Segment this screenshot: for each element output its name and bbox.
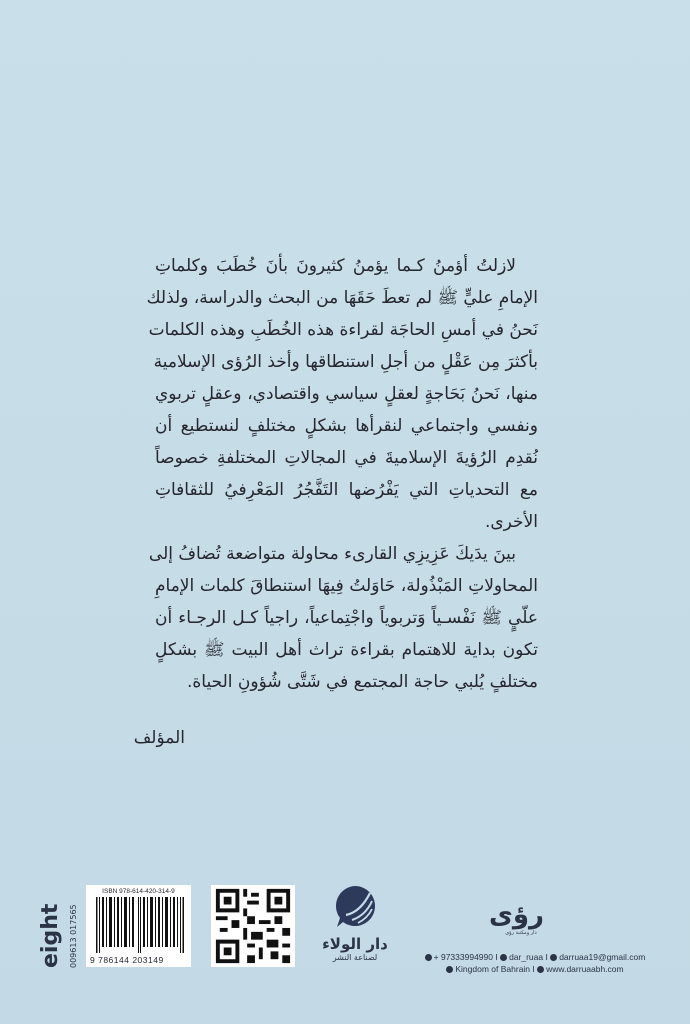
blurb-line: نُقدِم الرُؤيةَ الإسلاميةَ في المجالاتِ المختلفةِ خصوصاً xyxy=(155,448,538,468)
ruaa-subtitle: دار ومكتبة رؤى xyxy=(505,930,537,936)
author-signature: المؤلف xyxy=(133,728,185,748)
blurb-line: نَحنُ في أمسِ الحاجَة لقراءة هذه الخُطَبِ وهذه الكلمات xyxy=(148,320,538,340)
eight-code: 009613 017565 xyxy=(69,904,78,968)
email: darruaa19@gmail.com xyxy=(559,952,646,962)
blurb-line: منها، نَحنُ بَحَاجةٍ لعقلٍ سياسي واقتصادي، وعقلٍ تربوي xyxy=(155,384,538,404)
blurb-line: بينَ يدَيكَ عَزِيزِي القارىء محاولة متواضعة تُضافُ إلى xyxy=(148,544,516,564)
blurb-line: علّيٍ ﷺ نَفْسـياً وَتربوياً واجْتِماعياً، راجياً كـل الرجـاء أن xyxy=(155,608,538,628)
ruaa-logo xyxy=(489,900,544,937)
blurb-line: لازلتُ أؤمنُ كـما يؤمنُ كثيرونَ بأنَ خُطَبَ وكلماتِ xyxy=(155,256,516,276)
qr-code-icon xyxy=(211,885,295,967)
isbn-label: ISBN 978-614-420-314-9 xyxy=(102,888,175,895)
barcode-icon xyxy=(96,897,184,953)
publisher-subtitle: لصناعة النشر xyxy=(332,953,378,962)
instagram-handle: dar_ruaa xyxy=(509,952,544,962)
blurb-line: مع التحدياتِ التي يَفْرُضها التَفَّجُرُ المَعْرِفيُ للثقافاتِ xyxy=(155,480,538,500)
blurb-line: تكون بداية للاهتمام بقراءة تراث أهل البيت ﷺ بشكلٍ xyxy=(155,640,538,660)
blurb-line: بأكثرَ مِن عَقْلٍ من أجلِ استنطاقها وأخذ الرُؤى الإسلامية xyxy=(153,352,538,372)
publisher-logo xyxy=(320,883,390,962)
blurb-line: الأخرى. xyxy=(484,512,538,532)
instagram-icon xyxy=(500,954,507,961)
blurb-line: الإمامِ عليٍّ ﷺ لم تعطَ حَقَهَا من البحث والدراسة، ولذلك xyxy=(146,288,538,308)
email-icon xyxy=(550,954,557,961)
location: Kingdom of Bahrain xyxy=(455,964,531,974)
phone: + 97333994990 xyxy=(433,952,493,962)
blurb-line: مختلفٍ يُلبي حاجة المجتمع في شَتَّى شُؤونِ الحياة. xyxy=(187,672,538,692)
barcode-number: 9 786144 203149 xyxy=(90,955,164,965)
ruaa-logo-text: رؤى xyxy=(489,900,544,930)
blurb-line: ونفسي واجتماعي لنقرأها بشكلٍ مختلفٍ لنستطيع أن xyxy=(155,416,538,436)
publisher-emblem-icon xyxy=(332,883,378,929)
contact-info: + 97333994990 I dar_ruaa I darruaa19@gmail.com Kingdom of Bahrain I www.darruaabh.com xyxy=(390,951,680,975)
eight-logo-text: eight xyxy=(38,903,63,969)
isbn-barcode xyxy=(86,885,191,967)
qr-code xyxy=(211,885,295,967)
blurb xyxy=(146,250,538,698)
location-icon xyxy=(446,966,453,973)
website: www.darruaabh.com xyxy=(546,964,624,974)
publisher-name: دار الولاء xyxy=(322,935,388,953)
globe-icon xyxy=(537,966,544,973)
blurb-line: المحاولاتِ المَبْذُولة، حَاوَلتُ فِيهَا استنطاقَ كلمات الإمامِ xyxy=(155,576,538,596)
whatsapp-icon xyxy=(425,954,432,961)
